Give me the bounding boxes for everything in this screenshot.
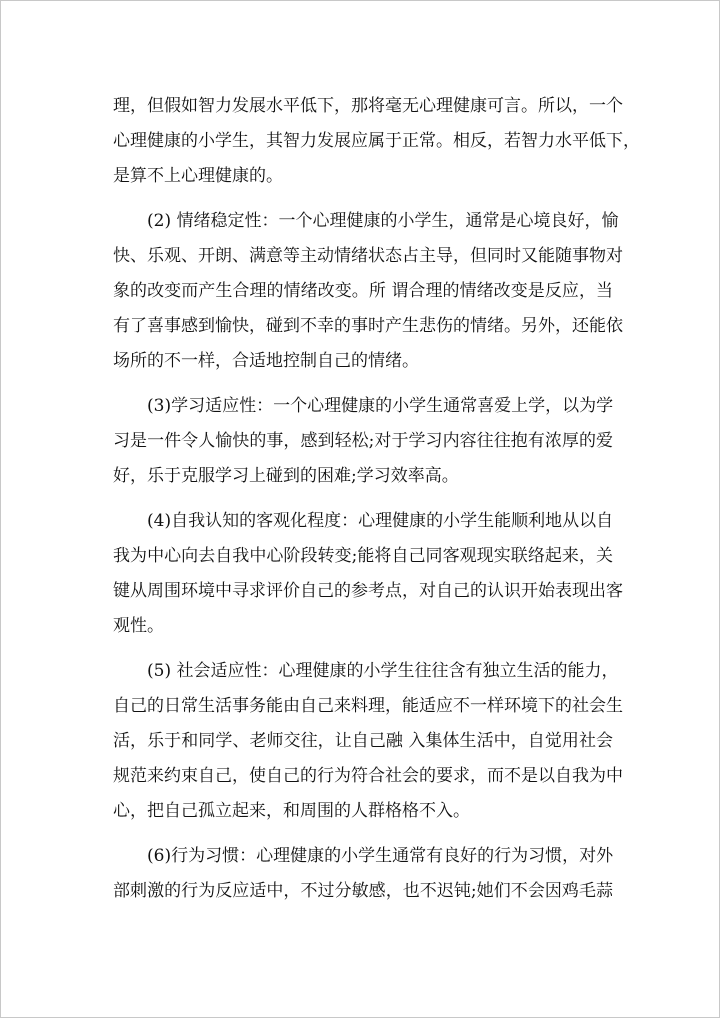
text-line: 好，乐于克服学习上碰到的困难;学习效率高。 xyxy=(113,466,459,486)
text-line: 习是一件令人愉快的事，感到轻松;对于学习内容往往抱有浓厚的爱 xyxy=(113,431,613,451)
text-line: (4)自我认知的客观化程度：心理健康的小学生能顺利地从以自 xyxy=(113,511,614,531)
text-line: 理，但假如智力发展水平低下，那将毫无心理健康可言。所以，一个 xyxy=(113,96,623,116)
text-line: 象的改变而产生合理的情绪改变。所 谓合理的情绪改变是反应，当 xyxy=(113,281,613,301)
text-line: 键从周围环境中寻求评价自己的参考点，对自己的认识开始表现出客 xyxy=(113,581,623,601)
text-line: 观性。 xyxy=(113,616,164,636)
text-line: 有了喜事感到愉快，碰到不幸的事时产生悲伤的情绪。另外，还能依 xyxy=(113,316,623,336)
document-body xyxy=(113,89,640,909)
paragraph-self-cognition xyxy=(113,504,623,644)
text-line: (6)行为习惯：心理健康的小学生通常有良好的行为习惯，对外 xyxy=(113,846,614,866)
text-line: 部刺激的行为反应适中，不过分敏感，也不迟钝;她们不会因鸡毛蒜 xyxy=(113,881,613,901)
paragraph-behavior-habits xyxy=(113,839,613,909)
text-line: 快、乐观、开朗、满意等主动情绪状态占主导，但同时又能随事物对 xyxy=(113,246,623,266)
text-line: 心，把自己孤立起来，和周围的人群格格不入。 xyxy=(113,801,470,821)
text-line: 心理健康的小学生，其智力发展应属于正常。相反，若智力水平低下， xyxy=(113,131,640,151)
text-line: (5) 社会适应性：心理健康的小学生往往含有独立生活的能力， xyxy=(113,661,619,681)
paragraph-social-adaptability xyxy=(113,654,623,829)
text-line: 规范来约束自己，使自己的行为符合社会的要求，而不是以自我为中 xyxy=(113,766,623,786)
text-line: (3)学习适应性：一个心理健康的小学生通常喜爱上学，以为学 xyxy=(113,396,614,416)
paragraph-emotional-stability xyxy=(113,204,623,379)
text-line: (2) 情绪稳定性：一个心理健康的小学生，通常是心境良好，愉 xyxy=(113,211,619,231)
text-line: 场所的不一样，合适地控制自己的情绪。 xyxy=(113,351,419,371)
text-line: 我为中心向去自我中心阶段转变;能将自己同客观现实联络起来，关 xyxy=(113,546,613,566)
paragraph-learning-adaptability xyxy=(113,389,613,494)
paragraph-intelligence-conclusion xyxy=(113,89,640,194)
text-line: 活，乐于和同学、老师交往，让自己融 入集体生活中，自觉用社会 xyxy=(113,731,613,751)
text-line: 是算不上心理健康的。 xyxy=(113,166,283,186)
text-line: 自己的日常生活事务能由自己来料理，能适应不一样环境下的社会生 xyxy=(113,696,623,716)
